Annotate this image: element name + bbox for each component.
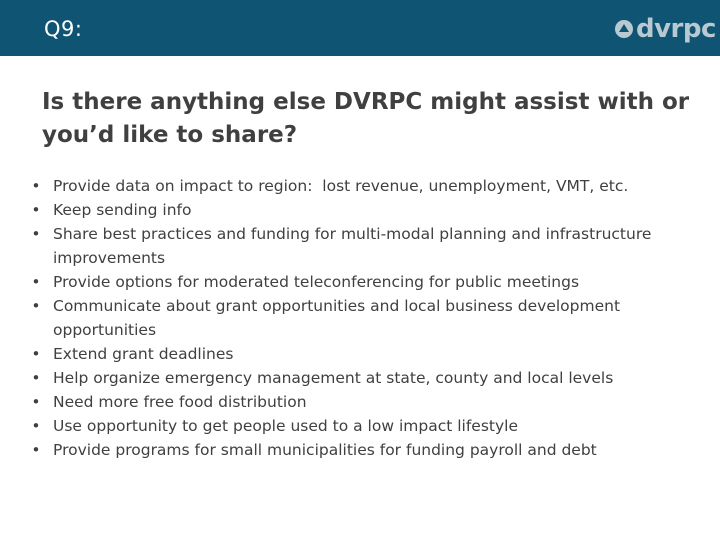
dvrpc-logo-text: dvrpc	[636, 14, 716, 44]
bullet-dot-icon: •	[31, 441, 41, 459]
bullet-dot-icon: •	[31, 273, 41, 291]
bullet-item	[30, 222, 690, 270]
bullet-text: Share best practices and funding for multi-modal planning and infrastructure improvements	[53, 225, 657, 267]
slide-label: Q9:	[44, 17, 83, 41]
bullet-item	[30, 270, 690, 294]
question-heading: Is there anything else DVRPC might assist with or you’d like to share?	[42, 89, 690, 148]
bullet-item	[30, 366, 690, 390]
bullet-item	[30, 438, 690, 462]
bullet-item	[30, 198, 690, 222]
bullet-dot-icon: •	[31, 201, 41, 219]
bullet-dot-icon: •	[31, 369, 41, 387]
answer-bullet-list	[30, 174, 690, 462]
bullet-text: Keep sending info	[53, 201, 192, 219]
bullet-dot-icon: •	[31, 225, 41, 243]
bullet-item	[30, 174, 690, 198]
bullet-text: Provide data on impact to region: lost revenue, unemployment, VMT, etc.	[53, 177, 629, 195]
bullet-item	[30, 414, 690, 438]
bullet-text: Provide options for moderated teleconferencing for public meetings	[53, 273, 580, 291]
bullet-text: Extend grant deadlines	[53, 345, 234, 363]
bullet-dot-icon: •	[31, 297, 41, 315]
bullet-text: Need more free food distribution	[53, 393, 307, 411]
bullet-text: Provide programs for small municipalities for funding payroll and debt	[53, 441, 597, 459]
bullet-text: Use opportunity to get people used to a low impact lifestyle	[53, 417, 518, 435]
bullet-dot-icon: •	[31, 345, 41, 363]
bullet-dot-icon: •	[31, 177, 41, 195]
dvrpc-logo	[614, 12, 716, 46]
bullet-item	[30, 390, 690, 414]
bullet-item	[30, 342, 690, 366]
bullet-dot-icon: •	[31, 417, 41, 435]
bullet-text: Help organize emergency management at state, county and local levels	[53, 369, 614, 387]
bullet-text: Communicate about grant opportunities and local business development opportunities	[53, 297, 625, 339]
header-bar	[0, 0, 720, 56]
bullet-dot-icon: •	[31, 393, 41, 411]
dvrpc-logo-mark-icon	[614, 19, 634, 39]
bullet-item	[30, 294, 690, 342]
